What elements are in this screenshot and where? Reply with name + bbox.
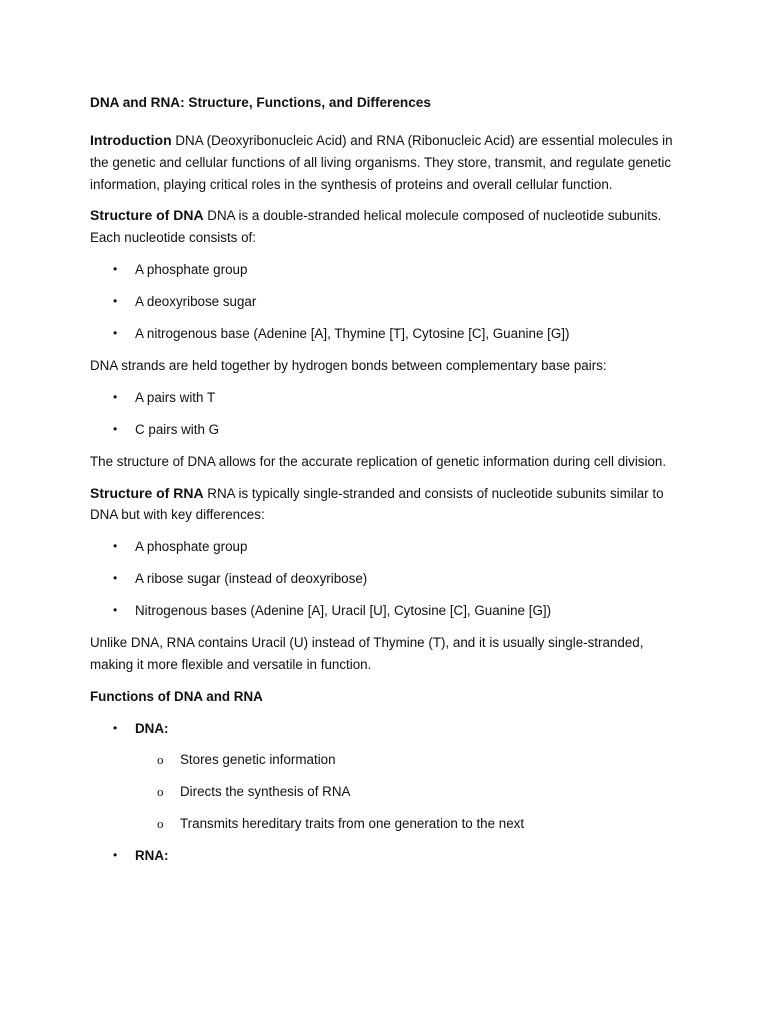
rna-structure-heading: Structure of RNA <box>90 484 204 501</box>
list-item-dna <box>90 718 690 836</box>
document-body <box>90 92 690 877</box>
sub-list-item-text: Stores genetic information <box>180 752 336 768</box>
base-pairs-intro: DNA strands are held together by hydrogen bonds between complementary base pairs: <box>90 357 607 373</box>
list-item <box>90 259 690 281</box>
list-item-text: A phosphate group <box>135 261 248 277</box>
dna-structure-text: DNA is a double-stranded helical molecule composed of nucleotide subunits. Each nucleotide consists of: <box>90 208 662 246</box>
list-item-text: Nitrogenous bases (Adenine [A], Uracil [U], Cytosine [C], Guanine [G]) <box>135 603 552 619</box>
rna-structure-paragraph <box>90 483 690 527</box>
bullet-icon: • <box>113 325 118 340</box>
functions-heading: Functions of DNA and RNA <box>90 688 263 704</box>
circle-bullet-icon: o <box>157 752 164 768</box>
list-item <box>90 323 690 345</box>
rna-function-label: RNA: <box>135 848 169 864</box>
list-item <box>90 536 690 558</box>
functions-list <box>90 718 690 868</box>
list-item <box>90 568 690 590</box>
list-item <box>90 387 690 409</box>
list-item-text: C pairs with G <box>135 421 220 437</box>
bullet-icon: • <box>113 389 118 404</box>
list-item <box>90 291 690 313</box>
intro-text: DNA (Deoxyribonucleic Acid) and RNA (Ribonucleic Acid) are essential molecules in the genetic and cellular functions of all living organisms. They store, transmit, and regulate genetic information, playing critical roles in the synthesis of proteins and overall cellular function. <box>90 133 673 192</box>
bullet-icon: • <box>113 848 118 863</box>
sub-list-item <box>90 749 690 771</box>
dna-structure-heading: Structure of DNA <box>90 207 204 224</box>
bullet-icon: • <box>113 421 118 436</box>
intro-paragraph <box>90 130 690 195</box>
dna-nucleotide-list <box>90 259 690 345</box>
dna-functions-sublist <box>135 749 690 835</box>
bullet-icon: • <box>113 539 118 554</box>
sub-list-item <box>90 781 690 803</box>
list-item-text: A ribose sugar (instead of deoxyribose) <box>135 571 368 587</box>
sub-list-item-text: Directs the synthesis of RNA <box>180 784 351 800</box>
circle-bullet-icon: o <box>157 784 164 800</box>
document-title: DNA and RNA: Structure, Functions, and Differences <box>90 95 431 110</box>
list-item <box>90 600 690 622</box>
bullet-icon: • <box>113 571 118 586</box>
rna-structure-text: RNA is typically single-stranded and consists of nucleotide subunits similar to DNA but with key differences: <box>90 485 664 523</box>
circle-bullet-icon: o <box>157 816 164 832</box>
list-item-text: A phosphate group <box>135 539 248 555</box>
dna-structure-closing: The structure of DNA allows for the accurate replication of genetic information during cell division. <box>90 453 667 469</box>
bullet-icon: • <box>113 720 118 735</box>
dna-structure-paragraph <box>90 205 690 249</box>
sub-list-item <box>90 813 690 835</box>
list-item-text: A deoxyribose sugar <box>135 293 257 309</box>
list-item <box>90 419 690 441</box>
intro-heading: Introduction <box>90 132 172 148</box>
bullet-icon: • <box>113 293 118 308</box>
bullet-icon: • <box>113 603 118 618</box>
rna-nucleotide-list <box>90 536 690 622</box>
bullet-icon: • <box>113 261 118 276</box>
base-pairs-list <box>90 387 690 441</box>
list-item-rna <box>90 845 690 867</box>
list-item-text: A nitrogenous base (Adenine [A], Thymine [T], Cytosine [C], Guanine [G]) <box>135 325 570 341</box>
rna-structure-closing: Unlike DNA, RNA contains Uracil (U) instead of Thymine (T), and it is usually single-stranded, making it more flexible and versatile in function. <box>90 635 644 672</box>
list-item-text: A pairs with T <box>135 389 216 405</box>
dna-function-label: DNA: <box>135 720 169 736</box>
sub-list-item-text: Transmits hereditary traits from one generation to the next <box>180 816 525 832</box>
